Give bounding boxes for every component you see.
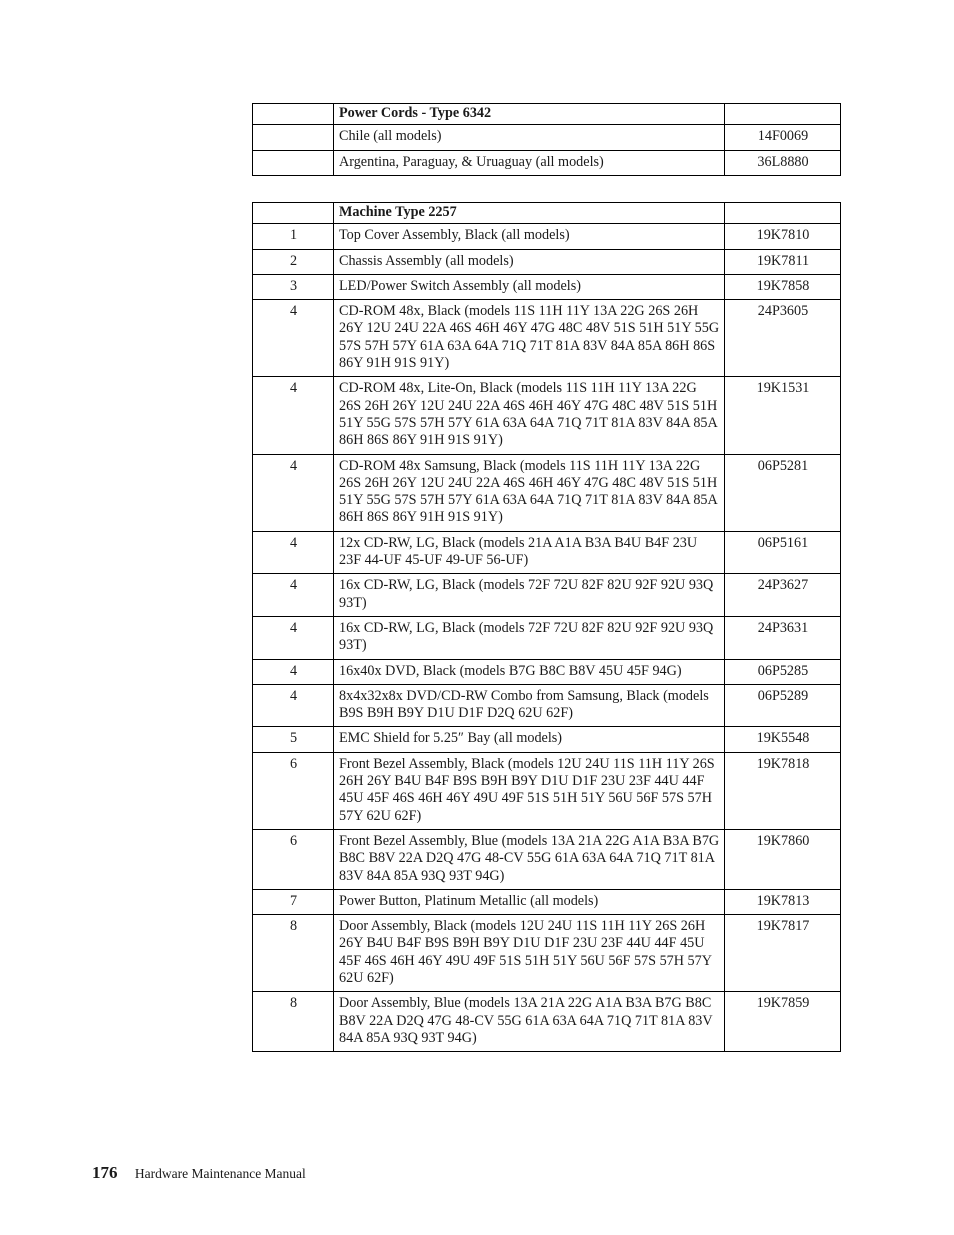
item-index-cell: 4 bbox=[253, 616, 334, 659]
part-description-cell: 16x CD-RW, LG, Black (models 72F 72U 82F 82U 92F 92U 93Q 93T) bbox=[334, 616, 725, 659]
part-description-cell: EMC Shield for 5.25″ Bay (all models) bbox=[334, 727, 725, 752]
item-index-cell: 8 bbox=[253, 992, 334, 1052]
table-row bbox=[253, 377, 841, 454]
part-number-cell: 19K1531 bbox=[725, 377, 841, 454]
item-index-cell: 8 bbox=[253, 915, 334, 992]
index-header-cell bbox=[253, 203, 334, 224]
item-index-cell: 6 bbox=[253, 829, 334, 889]
part-number-cell: 06P5161 bbox=[725, 531, 841, 574]
item-index-cell: 4 bbox=[253, 454, 334, 531]
part-description-cell: CD-ROM 48x, Lite-On, Black (models 11S 11H 11Y 13A 22G 26S 26H 26Y 12U 24U 22A 46S 46H 46Y 47G 48C 48V 51S 51H 51Y 55G 57S 57H 57Y 61A 63A 64A 71Q 71T 81A 83V 84A 85A 86H 86S 86Y 91H 91S 91Y) bbox=[334, 377, 725, 454]
table-row bbox=[253, 889, 841, 914]
item-index-cell: 4 bbox=[253, 684, 334, 727]
table-row bbox=[253, 752, 841, 829]
item-index-cell: 4 bbox=[253, 574, 334, 617]
part-number-cell: 24P3605 bbox=[725, 300, 841, 377]
table-row bbox=[253, 274, 841, 299]
part-number-cell: 06P5289 bbox=[725, 684, 841, 727]
part-number-cell: 24P3627 bbox=[725, 574, 841, 617]
part-number-cell: 19K7811 bbox=[725, 249, 841, 274]
part-number-cell: 19K5548 bbox=[725, 727, 841, 752]
part-header-cell bbox=[725, 203, 841, 224]
part-header-cell bbox=[725, 104, 841, 125]
table-row bbox=[253, 659, 841, 684]
part-description-cell: 8x4x32x8x DVD/CD-RW Combo from Samsung, Black (models B9S B9H B9Y D1U D1F D2Q 62U 62F) bbox=[334, 684, 725, 727]
table-row bbox=[253, 727, 841, 752]
index-header-cell bbox=[253, 104, 334, 125]
part-number-cell: 24P3631 bbox=[725, 616, 841, 659]
part-number-cell: 06P5281 bbox=[725, 454, 841, 531]
part-number-cell: 19K7818 bbox=[725, 752, 841, 829]
part-description-cell: Power Button, Platinum Metallic (all models) bbox=[334, 889, 725, 914]
power-cords-body bbox=[253, 104, 841, 176]
power-cords-table bbox=[252, 103, 841, 176]
table-header-row bbox=[253, 203, 841, 224]
item-index-cell: 3 bbox=[253, 274, 334, 299]
table-row bbox=[253, 915, 841, 992]
part-description-cell: Chassis Assembly (all models) bbox=[334, 249, 725, 274]
manual-title: Hardware Maintenance Manual bbox=[134, 1166, 306, 1181]
part-description-cell: CD-ROM 48x Samsung, Black (models 11S 11H 11Y 13A 22G 26S 26H 26Y 12U 24U 22A 46S 46H 46Y 47G 48C 48V 51S 51H 51Y 55G 57S 57H 57Y 61A 63A 64A 71Q 71T 81A 83V 84A 85A 86H 86S 86Y 91H 91S 91Y) bbox=[334, 454, 725, 531]
part-description-cell: Door Assembly, Blue (models 13A 21A 22G A1A B3A B7G B8C B8V 22A D2Q 47G 48-CV 55G 61A 63A 64A 71Q 71T 81A 83V 84A 85A 93Q 93T 94G) bbox=[334, 992, 725, 1052]
part-description-cell: LED/Power Switch Assembly (all models) bbox=[334, 274, 725, 299]
part-description-cell: 12x CD-RW, LG, Black (models 21A A1A B3A B4U B4F 23U 23F 44-UF 45-UF 49-UF 56-UF) bbox=[334, 531, 725, 574]
item-index-cell: 7 bbox=[253, 889, 334, 914]
part-number-cell: 19K7858 bbox=[725, 274, 841, 299]
table-row bbox=[253, 829, 841, 889]
table-row bbox=[253, 574, 841, 617]
part-description-cell: Front Bezel Assembly, Blue (models 13A 21A 22G A1A B3A B7G B8C B8V 22A D2Q 47G 48-CV 55G 61A 63A 64A 71Q 71T 81A 83V 84A 85A 93Q 93T 94G) bbox=[334, 829, 725, 889]
item-index-cell: 4 bbox=[253, 531, 334, 574]
part-description-cell: Chile (all models) bbox=[334, 125, 725, 150]
part-description-cell: 16x40x DVD, Black (models B7G B8C B8V 45U 45F 94G) bbox=[334, 659, 725, 684]
part-number-cell: 19K7860 bbox=[725, 829, 841, 889]
machine-type-body bbox=[253, 203, 841, 1052]
item-index-cell bbox=[253, 150, 334, 175]
page-footer bbox=[92, 1163, 306, 1183]
item-index-cell bbox=[253, 125, 334, 150]
page-number: 176 bbox=[92, 1163, 118, 1182]
item-index-cell: 4 bbox=[253, 377, 334, 454]
item-index-cell: 2 bbox=[253, 249, 334, 274]
table-row bbox=[253, 249, 841, 274]
item-index-cell: 6 bbox=[253, 752, 334, 829]
table-header-row bbox=[253, 104, 841, 125]
part-number-cell: 19K7817 bbox=[725, 915, 841, 992]
part-number-cell: 36L8880 bbox=[725, 150, 841, 175]
item-index-cell: 1 bbox=[253, 224, 334, 249]
part-description-cell: Front Bezel Assembly, Black (models 12U 24U 11S 11H 11Y 26S 26H 26Y B4U B4F B9S B9H B9Y D1U D1F 23U 23F 44U 44F 45U 45F 46S 46H 46Y 49U 49F 51S 51H 51Y 56U 56F 57S 57H 57Y 62U 62F) bbox=[334, 752, 725, 829]
part-description-cell: Top Cover Assembly, Black (all models) bbox=[334, 224, 725, 249]
part-description-cell: Argentina, Paraguay, & Uruaguay (all models) bbox=[334, 150, 725, 175]
item-index-cell: 4 bbox=[253, 659, 334, 684]
part-number-cell: 19K7859 bbox=[725, 992, 841, 1052]
part-number-cell: 06P5285 bbox=[725, 659, 841, 684]
part-number-cell: 19K7810 bbox=[725, 224, 841, 249]
table-row bbox=[253, 125, 841, 150]
item-index-cell: 5 bbox=[253, 727, 334, 752]
part-description-cell: Door Assembly, Black (models 12U 24U 11S 11H 11Y 26S 26H 26Y B4U B4F B9S B9H B9Y D1U D1F 23U 23F 44U 44F 45U 45F 46S 46H 46Y 49U 49F 51S 51H 51Y 56U 56F 57S 57H 57Y 62U 62F) bbox=[334, 915, 725, 992]
table-title: Machine Type 2257 bbox=[334, 203, 725, 224]
machine-type-table bbox=[252, 202, 841, 1052]
part-number-cell: 19K7813 bbox=[725, 889, 841, 914]
table-title: Power Cords - Type 6342 bbox=[334, 104, 725, 125]
item-index-cell: 4 bbox=[253, 300, 334, 377]
table-row bbox=[253, 150, 841, 175]
table-row bbox=[253, 992, 841, 1052]
table-row bbox=[253, 684, 841, 727]
part-description-cell: CD-ROM 48x, Black (models 11S 11H 11Y 13A 22G 26S 26H 26Y 12U 24U 22A 46S 46H 46Y 47G 48C 48V 51S 51H 51Y 55G 57S 57H 57Y 61A 63A 64A 71Q 71T 81A 83V 84A 85A 86H 86S 86Y 91H 91S 91Y) bbox=[334, 300, 725, 377]
table-row bbox=[253, 531, 841, 574]
table-row bbox=[253, 454, 841, 531]
table-row bbox=[253, 224, 841, 249]
part-description-cell: 16x CD-RW, LG, Black (models 72F 72U 82F 82U 92F 92U 93Q 93T) bbox=[334, 574, 725, 617]
table-row bbox=[253, 300, 841, 377]
table-row bbox=[253, 616, 841, 659]
part-number-cell: 14F0069 bbox=[725, 125, 841, 150]
